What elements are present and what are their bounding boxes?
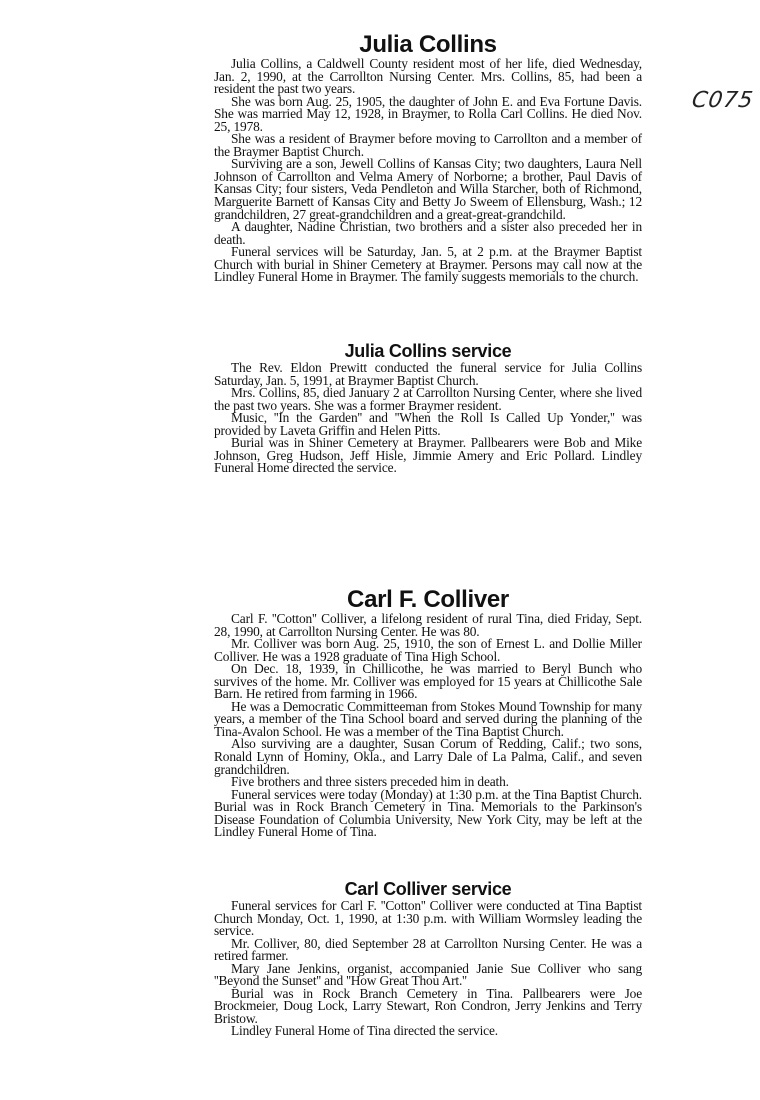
handwritten-note: C075 (690, 88, 756, 113)
paragraph: Funeral services were today (Monday) at 1:30 p.m. at the Tina Baptist Church. Burial was in Rock Branch Cemetery in Tina. Memorials to the Parkinson's Disease Foundation of Columbia University, New York City, may be left at the Lindley Funeral Home of Tina. (214, 786, 642, 840)
headline: Carl F. Colliver (347, 586, 509, 613)
subheadline: Julia Collins service (344, 341, 512, 361)
paragraph: Five brothers and three sisters preceded him in death. (231, 774, 509, 790)
paragraph: Burial was in Shiner Cemetery at Braymer. Pallbearers were Bob and Mike Johnson, Greg Hudson, Jeff Hisle, Jimmie Amery and Eric Pollard. Lindley Funeral Home directed the service. (214, 435, 642, 476)
paragraph: On Dec. 18, 1939, in Chillicothe, he was married to Beryl Bunch who survives of the home. Mr. Colliver was employed for 15 years at Chillicothe Sale Barn. He retired from farming in 1966. (214, 661, 642, 702)
paragraph: A daughter, Nadine Christian, two brothers and a sister also preceded her in death. (214, 219, 642, 247)
paragraph: Lindley Funeral Home of Tina directed the service. (231, 1023, 498, 1039)
paragraph: Funeral services for Carl F. ''Cotton'' Colliver were conducted at Tina Baptist Church Monday, Oct. 1, 1990, at 1:30 p.m. with William Wormsley leading the service. (214, 898, 642, 939)
paragraph: Mr. Colliver, 80, died September 28 at Carrollton Nursing Center. He was a retired farmer. (214, 935, 642, 964)
paragraph: Mary Jane Jenkins, organist, accompanied Janie Sue Colliver who sang ''Beyond the Sunset'' and ''How Great Thou Art.'' (214, 960, 642, 989)
paragraph: Julia Collins, a Caldwell County resident most of her life, died Wednesday, Jan. 2, 1990, at the Carrollton Nursing Center. Mrs. Collins, 85, had been a resident the past two years. (214, 56, 642, 97)
service-carl-colliver (214, 879, 642, 1038)
paragraph: Mrs. Collins, 85, died January 2 at Carrollton Nursing Center, where she lived the past two years. She was a former Braymer resident. (214, 385, 642, 413)
paragraph: Mr. Colliver was born Aug. 25, 1910, the son of Ernest L. and Dollie Miller Colliver. He was a 1928 graduate of Tina High School. (214, 636, 642, 664)
headline: Julia Collins (359, 31, 497, 58)
obituary-carl-colliver (214, 587, 642, 839)
paragraph: Also surviving are a daughter, Susan Corum of Redding, Calif.; two sons, Ronald Lynn of Hominy, Okla., and Larry Dale of La Palma, Calif., and seven grandchildren. (214, 736, 642, 777)
paragraph: Music, ''In the Garden'' and ''When the Roll Is Called Up Yonder,'' was provided by Laveta Griffin and Helen Pitts. (214, 410, 642, 438)
obituary-julia-collins (214, 32, 642, 284)
paragraph: Burial was in Rock Branch Cemetery in Tina. Pallbearers were Joe Brockmeier, Doug Lock, Larry Stewart, Ron Condron, Jerry Jenkins and Terry Bristow. (214, 985, 642, 1026)
subheadline: Carl Colliver service (344, 879, 512, 899)
paragraph: The Rev. Eldon Prewitt conducted the funeral service for Julia Collins Saturday, Jan. 5, 1991, at Braymer Baptist Church. (214, 360, 642, 388)
paragraph: Funeral services will be Saturday, Jan. 5, at 2 p.m. at the Braymer Baptist Church with burial in Shiner Cemetery at Braymer. Persons may call now at the Lindley Funeral Home in Braymer. The family suggests memorials to the church. (214, 244, 642, 285)
paragraph: She was a resident of Braymer before moving to Carrollton and a member of the Braymer Baptist Church. (214, 131, 642, 159)
paragraph: He was a Democratic Committeeman from Stokes Mound Township for many years, a member of the Tina School board and served during the planning of the Tina-Avalon School. He was a member of the Tina Baptist Church. (214, 698, 642, 739)
service-julia-collins (214, 341, 642, 475)
paragraph: Surviving are a son, Jewell Collins of Kansas City; two daughters, Laura Nell Johnson of Carrollton and Velma Amery of Norborne; a brother, Paul Davis of Kansas City; four sisters, Veda Pendleton and Willa Starcher, both of Richmond, Marguerite Barnett of Kansas City and Betty Jo Sweem of Ellensburg, Wash.; 12 grandchildren, 27 great-grandchildren and a great-great-grandchild. (214, 156, 642, 222)
paragraph: Carl F. ''Cotton'' Colliver, a lifelong resident of rural Tina, died Friday, Sept. 28, 1990, at Carrollton Nursing Center. He was 80. (214, 611, 642, 639)
paragraph: She was born Aug. 25, 1905, the daughter of John E. and Eva Fortune Davis. She was married May 12, 1928, in Braymer, to Rolla Carl Collins. He died Nov. 25, 1978. (214, 93, 642, 134)
